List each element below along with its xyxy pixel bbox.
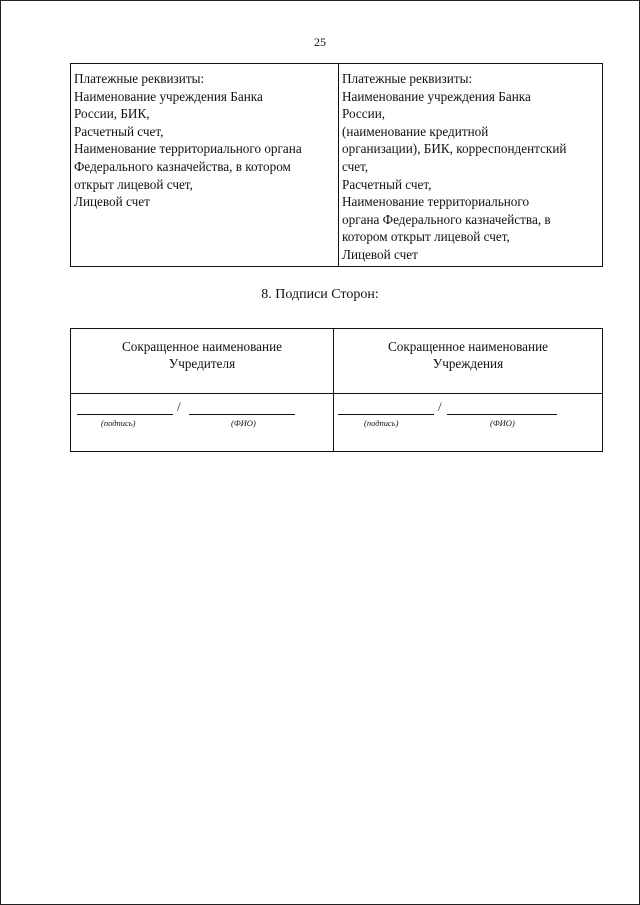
name-caption: (ФИО) [231, 418, 256, 428]
page-number: 25 [314, 35, 326, 49]
requisites-line: (наименование кредитной [342, 123, 489, 139]
slash-separator: / [177, 399, 181, 414]
requisites-line: органа Федерального казначейства, в [342, 211, 551, 227]
signature-caption: (подпись) [364, 418, 399, 428]
requisites-institution-column [339, 64, 602, 266]
requisites-line: России, [342, 106, 386, 122]
header-line: Учреждения [432, 356, 504, 371]
section-title: 8. Подписи Сторон: [261, 287, 379, 302]
requisites-line: Расчетный счет, [342, 176, 432, 192]
requisites-line: Наименование территориального органа [74, 141, 302, 157]
signature-line [338, 414, 434, 415]
name-line [447, 414, 557, 415]
requisites-line: Платежные реквизиты: [342, 71, 473, 86]
institution-signature-cell [334, 393, 602, 451]
signatures-table [70, 328, 603, 452]
requisites-line: Платежные реквизиты: [74, 71, 205, 86]
requisites-founder-column [71, 64, 339, 266]
requisites-line: Наименование территориального [342, 194, 530, 210]
founder-name-header [71, 329, 334, 393]
requisites-line: открыт лицевой счет, [74, 176, 193, 192]
signature-line [77, 414, 173, 415]
requisites-line: Лицевой счет [74, 194, 150, 210]
requisites-line: Наименование учреждения Банка [342, 88, 531, 104]
signatures-body-row [71, 393, 602, 451]
payment-requisites-table [70, 63, 603, 267]
founder-signature-cell [71, 393, 334, 451]
header-line: Сокращенное наименование [388, 339, 548, 354]
signature-caption: (подпись) [101, 418, 136, 428]
requisites-line: Наименование учреждения Банка [74, 88, 263, 104]
requisites-line: Лицевой счет [342, 246, 418, 262]
requisites-line: организации), БИК, корреспондентский [342, 141, 567, 157]
header-line: Сокращенное наименование [122, 339, 282, 354]
signatures-header-row [71, 329, 602, 394]
requisites-line: Расчетный счет, [74, 123, 164, 139]
name-caption: (ФИО) [490, 418, 515, 428]
requisites-line: котором открыт лицевой счет, [342, 229, 510, 245]
institution-name-header [334, 329, 602, 393]
requisites-line: счет, [342, 158, 369, 174]
slash-separator: / [438, 399, 442, 414]
header-line: Учредителя [168, 356, 236, 371]
requisites-line: Федерального казначейства, в котором [74, 158, 291, 174]
name-line [189, 414, 295, 415]
requisites-line: России, БИК, [74, 106, 150, 122]
